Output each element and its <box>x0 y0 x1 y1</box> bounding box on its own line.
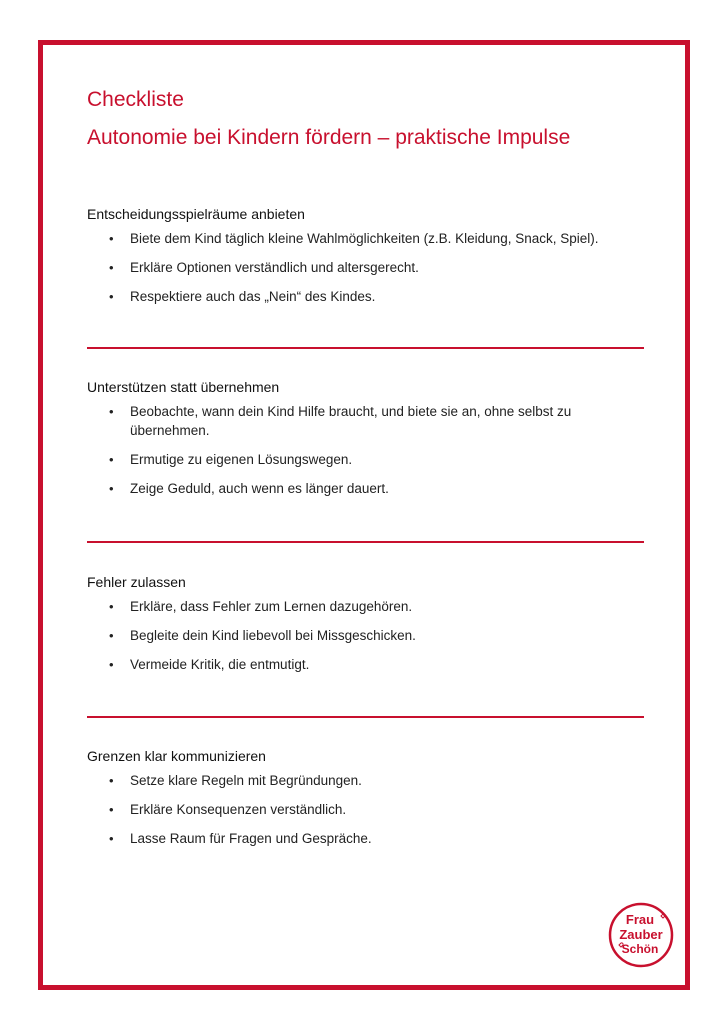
bullet-icon: • <box>109 628 114 643</box>
checklist <box>87 597 647 674</box>
bullet-icon: • <box>109 831 114 846</box>
checklist <box>87 229 647 306</box>
section-grenzen <box>87 747 647 858</box>
section-fehler-zulassen <box>87 573 647 684</box>
list-item-text: Biete dem Kind täglich kleine Wahlmöglichkeiten (z.B. Kleidung, Snack, Spiel). <box>130 231 599 246</box>
list-item-text: Begleite dein Kind liebevoll bei Missgeschicken. <box>130 628 416 643</box>
list-item <box>87 287 647 306</box>
list-item-text: Erkläre Optionen verständlich und altersgerecht. <box>130 260 419 275</box>
list-item <box>87 450 647 469</box>
section-heading: Entscheidungsspielräume anbieten <box>87 206 305 222</box>
logo-text-schoen: Schön <box>621 942 659 956</box>
frau-zauber-schoen-logo <box>607 901 675 969</box>
logo-text-frau: Frau <box>625 912 655 927</box>
list-item <box>87 479 647 498</box>
list-item <box>87 771 647 790</box>
list-item-text: Erkläre Konsequenzen verständlich. <box>130 802 347 817</box>
bullet-icon: • <box>109 289 114 304</box>
checklist <box>87 771 647 848</box>
bullet-icon: • <box>109 260 114 275</box>
list-item-text: Ermutige zu eigenen Lösungswegen. <box>130 452 353 467</box>
section-unterstuetzen <box>87 378 647 508</box>
page-subtitle: Autonomie bei Kindern fördern – praktische Impulse <box>87 126 571 149</box>
bullet-icon: • <box>109 404 114 419</box>
list-item <box>87 800 647 819</box>
section-divider <box>87 541 644 543</box>
bullet-icon: • <box>109 657 114 672</box>
list-item <box>87 402 647 440</box>
list-item-text: Lasse Raum für Fragen und Gespräche. <box>130 831 372 846</box>
list-item <box>87 597 647 616</box>
list-item-text: Setze klare Regeln mit Begründungen. <box>130 773 362 788</box>
bullet-icon: • <box>109 773 114 788</box>
section-heading: Fehler zulassen <box>87 574 186 590</box>
page-title: Checkliste <box>87 88 184 111</box>
list-item <box>87 626 647 645</box>
section-heading: Unterstützen statt übernehmen <box>87 379 280 395</box>
section-divider <box>87 716 644 718</box>
list-item-text: Beobachte, wann dein Kind Hilfe braucht, und biete sie an, ohne selbst zu übernehmen. <box>130 404 572 438</box>
bullet-icon: • <box>109 452 114 467</box>
bullet-icon: • <box>109 481 114 496</box>
list-item-text: Zeige Geduld, auch wenn es länger dauert. <box>130 481 389 496</box>
list-item <box>87 258 647 277</box>
section-entscheidungsspielraeume <box>87 205 647 316</box>
logo-text-zauber: Zauber <box>619 927 663 942</box>
list-item-text: Vermeide Kritik, die entmutigt. <box>130 657 310 672</box>
list-item-text: Erkläre, dass Fehler zum Lernen dazugehören. <box>130 599 413 614</box>
bullet-icon: • <box>109 599 114 614</box>
bullet-icon: • <box>109 802 114 817</box>
list-item <box>87 829 647 848</box>
section-divider <box>87 347 644 349</box>
checklist <box>87 402 647 498</box>
list-item-text: Respektiere auch das „Nein“ des Kindes. <box>130 289 376 304</box>
list-item <box>87 655 647 674</box>
bullet-icon: • <box>109 231 114 246</box>
section-heading: Grenzen klar kommunizieren <box>87 748 266 764</box>
list-item <box>87 229 647 248</box>
